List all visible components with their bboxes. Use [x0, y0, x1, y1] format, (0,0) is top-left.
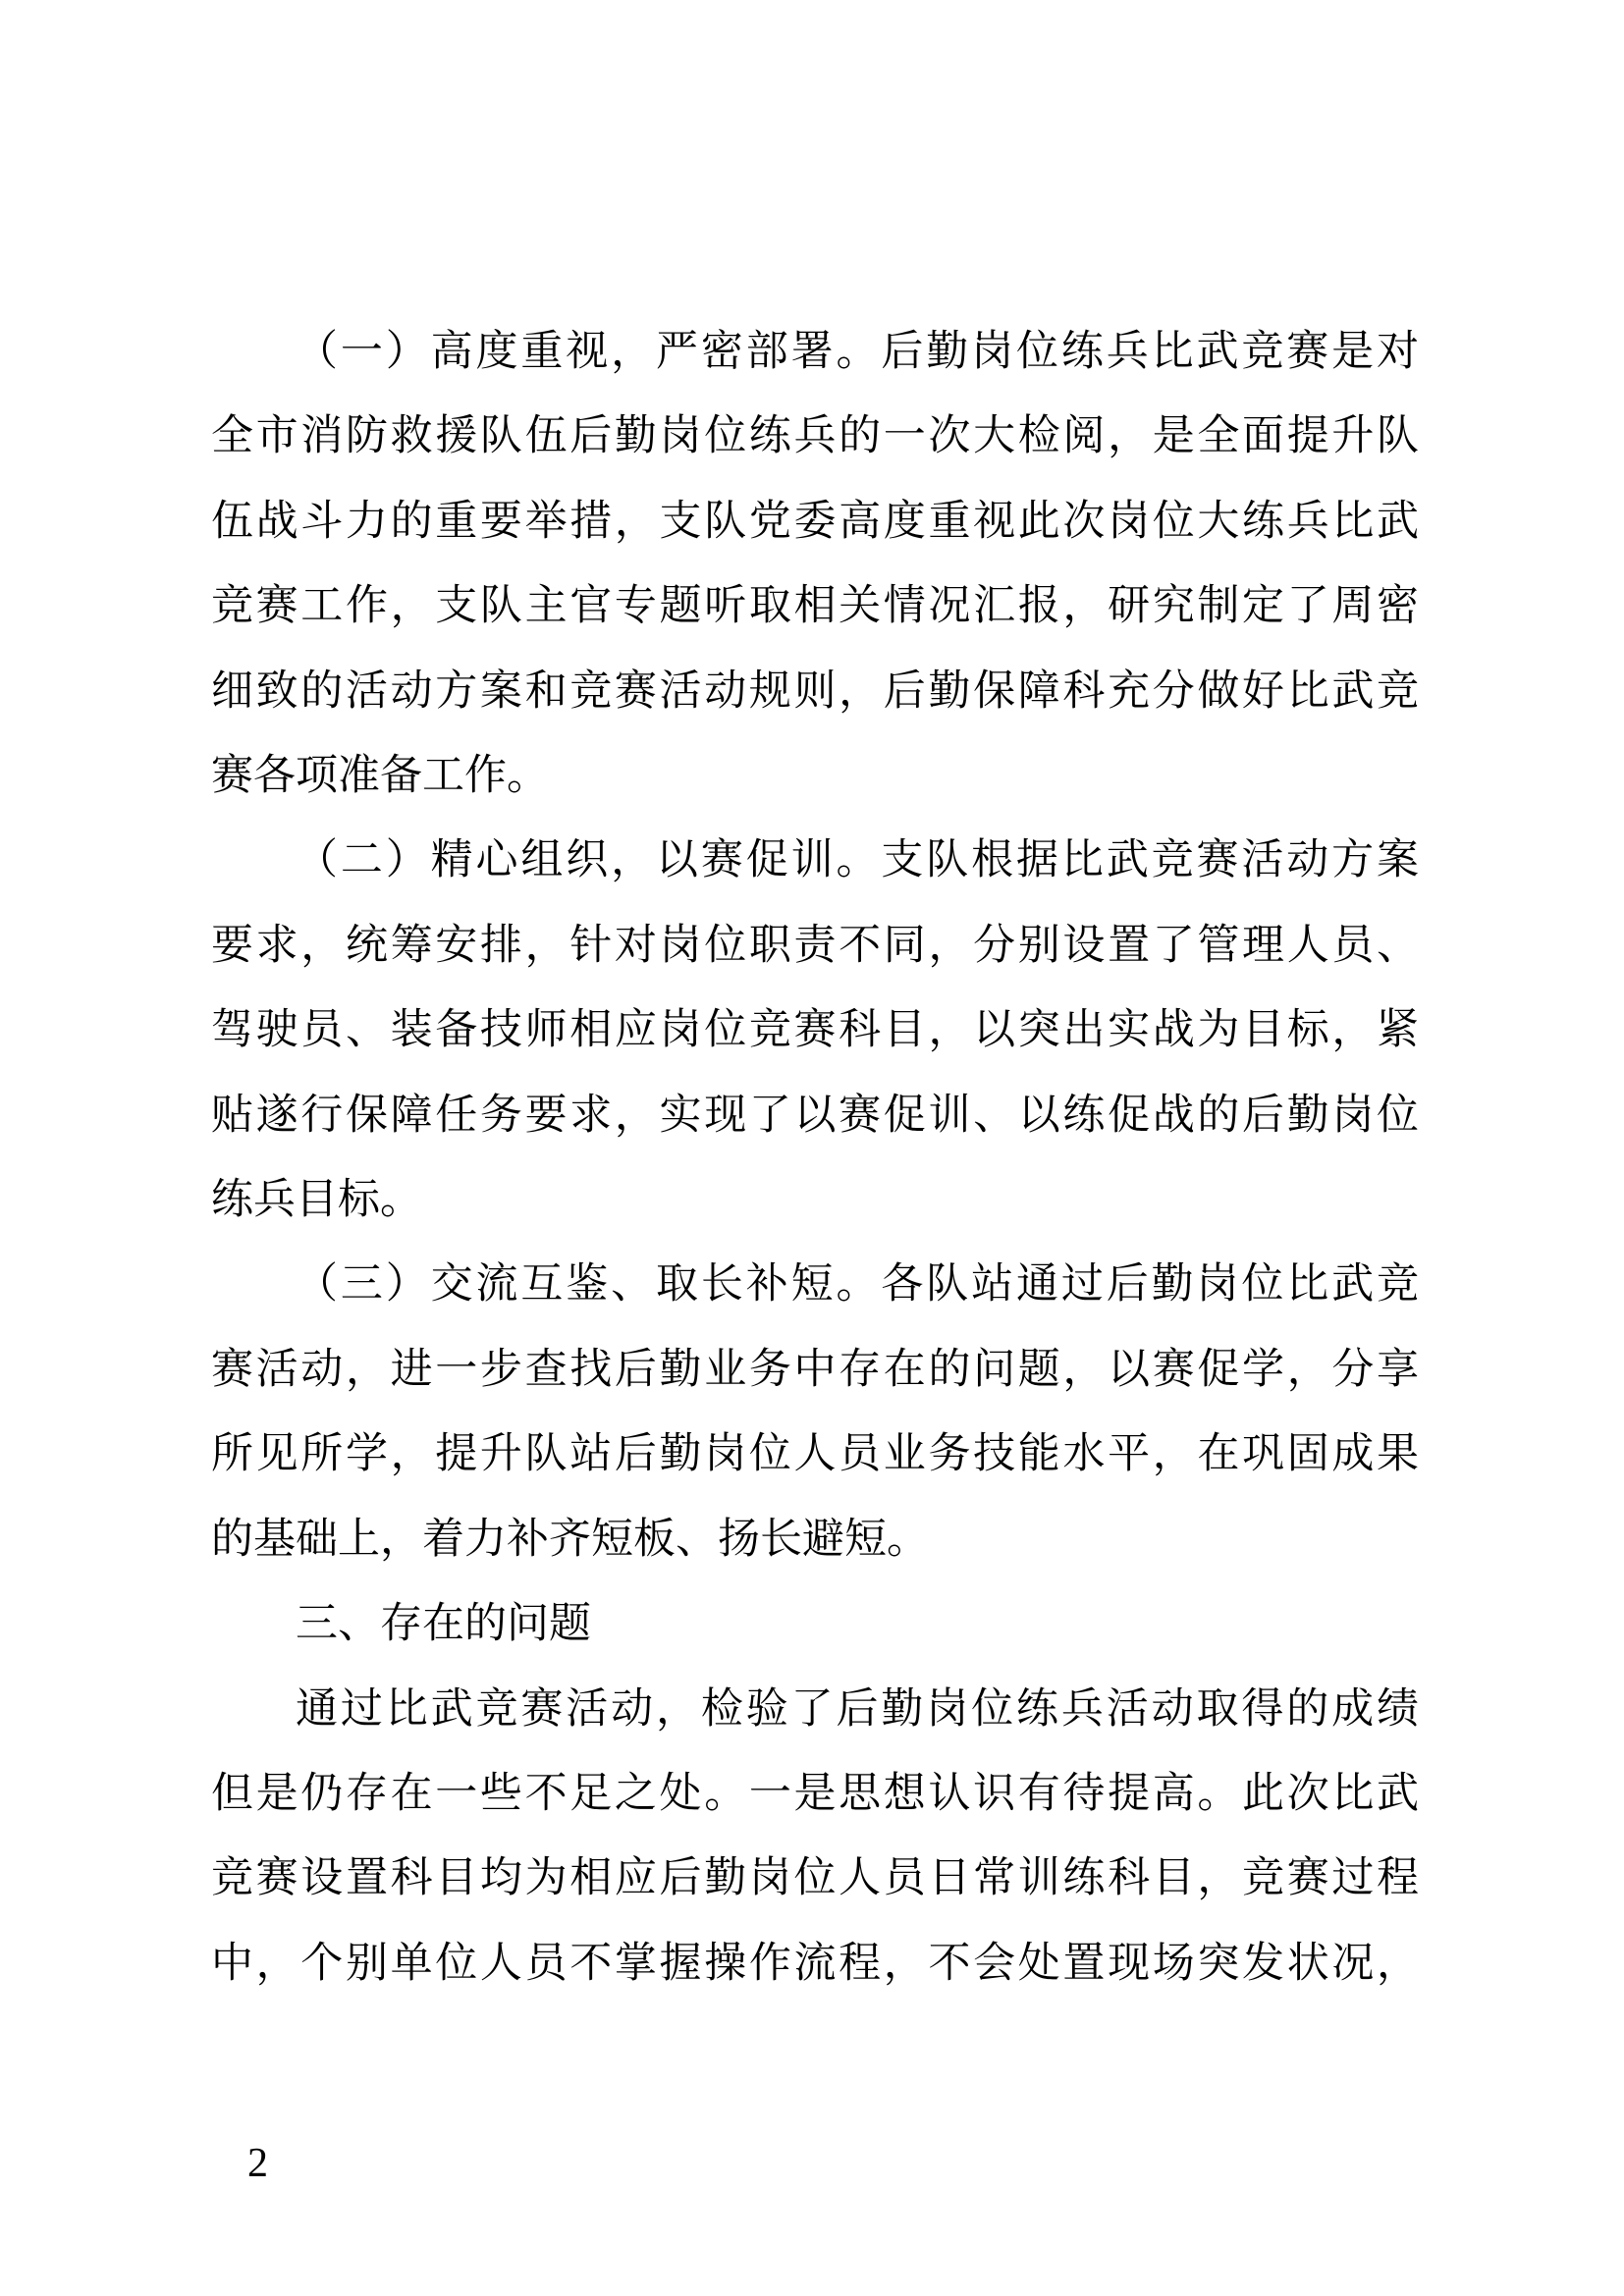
text-line: （二）精心组织，以赛促训。支队根据比武竞赛活动方案: [296, 836, 1419, 884]
page-number: 2: [247, 2141, 268, 2186]
text-line: 细致的活动方案和竞赛活动规则，后勤保障科充分做好比武竞: [211, 667, 1419, 715]
text-line: 竞赛工作，支队主官专题听取相关情况汇报，研究制定了周密: [211, 582, 1419, 630]
text-line: 驾驶员、装备技师相应岗位竞赛科目，以突出实战为目标，紧: [211, 1006, 1419, 1054]
text-line: 赛活动，进一步查找后勤业务中存在的问题，以赛促学，分享: [211, 1345, 1419, 1393]
text-line: 竞赛设置科目均为相应后勤岗位人员日常训练科目，竞赛过程: [211, 1854, 1419, 1902]
text-line: 的基础上，着力补齐短板、扬长避短。: [211, 1515, 929, 1563]
text-line: 所见所学，提升队站后勤岗位人员业务技能水平，在巩固成果: [211, 1430, 1419, 1478]
text-line: 要求，统筹安排，针对岗位职责不同，分别设置了管理人员、: [211, 921, 1419, 969]
text-line: 中，个别单位人员不掌握操作流程，不会处置现场突发状况，: [211, 1939, 1419, 1987]
text-line: 贴遂行保障任务要求，实现了以赛促训、以练促战的后勤岗位: [211, 1091, 1419, 1139]
text-line: （一）高度重视，严密部署。后勤岗位练兵比武竞赛是对: [296, 328, 1419, 375]
document-body: [211, 309, 1419, 2005]
text-line: 但是仍存在一些不足之处。一是思想认识有待提高。此次比武: [211, 1769, 1419, 1817]
text-line: 全市消防救援队伍后勤岗位练兵的一次大检阅，是全面提升队: [211, 412, 1419, 460]
text-line: 练兵目标。: [211, 1176, 422, 1224]
text-line: 通过比武竞赛活动，检验了后勤岗位练兵活动取得的成绩: [296, 1684, 1419, 1733]
text-line: 伍战斗力的重要举措，支队党委高度重视此次岗位大练兵比武: [211, 497, 1419, 545]
text-line: （三）交流互鉴、取长补短。各队站通过后勤岗位比武竞: [296, 1260, 1419, 1308]
text-line: 赛各项准备工作。: [211, 752, 549, 800]
text-line: 三、存在的问题: [296, 1600, 591, 1648]
